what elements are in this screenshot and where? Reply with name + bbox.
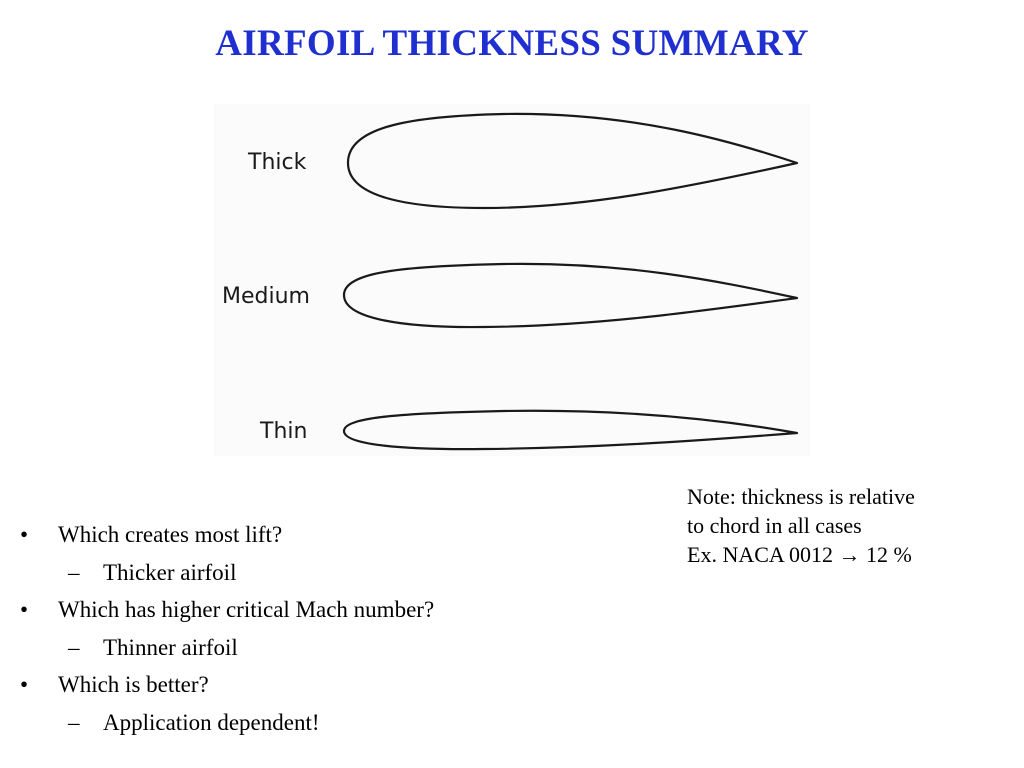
list-item bbox=[18, 629, 658, 667]
airfoil-label-medium: Medium bbox=[222, 284, 310, 309]
note-line-1: Note: thickness is relative bbox=[687, 484, 915, 509]
note-line-3: Ex. NACA 0012 → 12 % bbox=[687, 542, 912, 567]
airfoil-shape-thick bbox=[348, 114, 797, 208]
question-list bbox=[18, 516, 658, 741]
airfoil-label-thick: Thick bbox=[248, 150, 307, 175]
question-text: Which is better? bbox=[58, 672, 209, 697]
slide-title: AIRFOIL THICKNESS SUMMARY bbox=[215, 23, 809, 64]
list-item bbox=[18, 666, 658, 704]
note-line-2: to chord in all cases bbox=[687, 513, 862, 538]
bullet-marker: • bbox=[20, 672, 29, 697]
airfoil-shape-medium bbox=[344, 264, 797, 327]
airfoil-label-thin: Thin bbox=[260, 419, 308, 444]
list-item bbox=[18, 704, 658, 742]
list-item bbox=[18, 554, 658, 592]
bullet-marker: • bbox=[20, 597, 29, 622]
dash-marker: – bbox=[68, 709, 80, 735]
airfoil-diagram bbox=[214, 104, 810, 456]
bullet-marker: • bbox=[20, 522, 29, 547]
answer-text: Thinner airfoil bbox=[103, 634, 238, 660]
airfoil-figure bbox=[214, 104, 810, 456]
question-text: Which creates most lift? bbox=[58, 522, 283, 547]
question-text: Which has higher critical Mach number? bbox=[58, 597, 435, 622]
thickness-note bbox=[687, 482, 1007, 569]
dash-marker: – bbox=[68, 634, 80, 660]
dash-marker: – bbox=[68, 559, 80, 585]
answer-text: Application dependent! bbox=[103, 709, 320, 735]
airfoil-shape-thin bbox=[344, 411, 797, 449]
list-item bbox=[18, 516, 658, 554]
list-item bbox=[18, 591, 658, 629]
answer-text: Thicker airfoil bbox=[103, 559, 237, 585]
